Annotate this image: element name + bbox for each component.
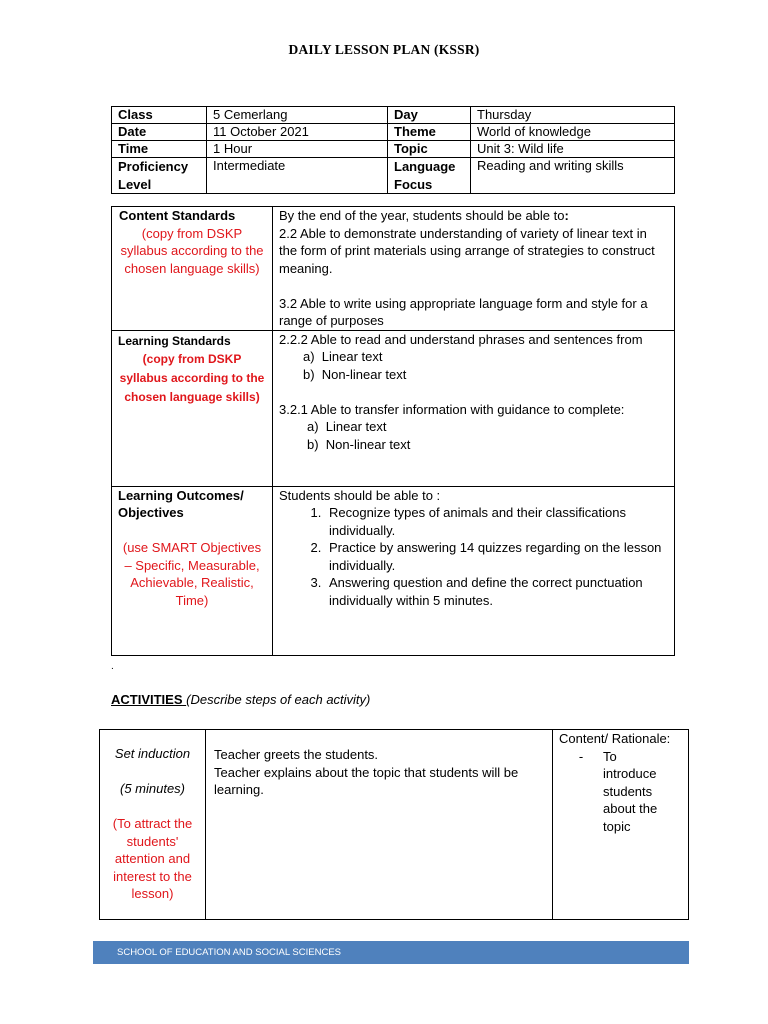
language-label-line-2: Focus (394, 176, 433, 192)
learning-outcomes-label-line-1: Learning Outcomes/ (118, 487, 244, 503)
list-item (303, 366, 668, 384)
learning-standards-text-cell (273, 330, 675, 486)
learning-standard-item: 2.2.2 Able to read and understand phrases and sentences from (279, 331, 643, 347)
learning-standard-sublist (279, 348, 668, 383)
content-standards-intro-text: By the end of the year, students should be able to (279, 208, 565, 223)
language-focus-label (388, 158, 471, 194)
set-induction-steps-cell (206, 730, 553, 920)
list-marker: a) (307, 419, 319, 434)
content-standards-text-cell (273, 207, 675, 331)
rationale-text: To introduce students about the topic (603, 748, 658, 834)
set-induction-cell (100, 730, 206, 920)
activity-step: Teacher greets the students. (214, 747, 379, 762)
set-induction-purpose: (To attract the students' attention and interest to the lesson) (112, 816, 193, 901)
content-standards-note: (copy from DSKP syllabus according to the chosen language skills) (120, 225, 264, 276)
date-label: Date (112, 124, 207, 141)
rationale-bullet: - (578, 748, 584, 764)
standards-table (111, 206, 675, 656)
page-title: DAILY LESSON PLAN (KSSR) (288, 42, 480, 57)
class-value: 5 Cemerlang (207, 107, 388, 124)
activity-step: Teacher explains about the topic that students will be learning. (214, 764, 519, 797)
time-label: Time (112, 141, 207, 158)
content-standard-item: 3.2 Able to write using appropriate language form and style for a range of purposes (279, 295, 648, 328)
learning-standards-label-cell (112, 330, 273, 486)
content-standards-label-cell (112, 207, 273, 331)
date-value: 11 October 2021 (207, 124, 388, 141)
set-induction-row (100, 730, 689, 920)
learning-outcomes-note: (use SMART Objectives – Specific, Measurable, Achievable, Realistic, Time) (122, 540, 262, 608)
learning-standards-row (112, 330, 675, 486)
info-row-time (112, 141, 675, 158)
learning-standard-sublist (279, 418, 668, 453)
learning-standards-note: (copy from DSKP syllabus according to the chosen language skills) (119, 352, 265, 404)
content-standards-intro-colon: : (564, 208, 569, 223)
learning-outcomes-row (112, 486, 675, 655)
objective-item: 2. Practice by answering 14 quizzes regarding on the lesson individually. (325, 539, 668, 574)
rationale-cell (553, 730, 689, 920)
topic-value: Unit 3: Wild life (471, 141, 675, 158)
list-marker: b) (303, 366, 315, 382)
content-standards-row (112, 207, 675, 331)
activities-table (99, 729, 689, 920)
list-item (303, 348, 668, 366)
list-item-text: Non-linear text (325, 436, 411, 452)
objective-item: 3. Answering question and define the correct punctuation individually within 5 minutes. (325, 574, 668, 609)
day-value: Thursday (471, 107, 675, 124)
day-label: Day (388, 107, 471, 124)
activities-heading (111, 692, 370, 707)
set-induction-duration: (5 minutes) (119, 781, 186, 796)
activities-note: (Describe steps of each activity) (186, 692, 371, 707)
learning-outcomes-intro: Students should be able to : (279, 487, 441, 503)
objective-item: 1. Recognize types of animals and their classifications individually. (325, 504, 668, 539)
rationale-list (559, 748, 682, 836)
list-item-text: Linear text (321, 349, 383, 364)
activities-title: ACTIVITIES (111, 692, 183, 707)
footer-banner: SCHOOL OF EDUCATION AND SOCIAL SCIENCES (93, 941, 689, 964)
learning-standard-item: 3.2.1 Able to transfer information with guidance to complete: (279, 401, 625, 417)
set-induction-label: Set induction (114, 746, 191, 761)
language-label-line-1: Language (394, 159, 456, 174)
proficiency-label-line-2: Level (118, 176, 152, 192)
language-focus-value: Reading and writing skills (471, 158, 675, 194)
info-row-class (112, 107, 675, 124)
theme-label: Theme (388, 124, 471, 141)
rationale-label: Content/ Rationale: (559, 731, 671, 746)
stray-dot: . (111, 661, 114, 672)
proficiency-label (112, 158, 207, 194)
list-item (559, 748, 682, 836)
proficiency-value: Intermediate (207, 158, 388, 194)
topic-label: Topic (388, 141, 471, 158)
list-marker: a) (303, 349, 315, 364)
learning-outcomes-text-cell (273, 486, 675, 655)
list-item-text: Linear text (325, 419, 387, 434)
learning-outcomes-label-line-2: Objectives (118, 505, 184, 520)
learning-standards-label: Learning Standards (118, 333, 231, 348)
theme-value: World of knowledge (471, 124, 675, 141)
content-standards-intro (279, 207, 668, 225)
time-value: 1 Hour (207, 141, 388, 158)
proficiency-label-line-1: Proficiency (118, 159, 189, 174)
learning-outcomes-label-cell (112, 486, 273, 655)
list-marker: b) (307, 436, 319, 452)
objectives-list (279, 504, 668, 609)
info-row-date (112, 124, 675, 141)
info-row-proficiency (112, 158, 675, 194)
class-label: Class (112, 107, 207, 124)
lesson-info-table (111, 106, 675, 194)
list-item (307, 436, 668, 454)
list-item (307, 418, 668, 436)
list-item-text: Non-linear text (321, 366, 407, 382)
content-standard-item: 2.2 Able to demonstrate understanding of variety of linear text in the form of print materials using arrange of strategies to construct meaning. (279, 225, 655, 276)
content-standards-label: Content Standards (119, 208, 236, 223)
